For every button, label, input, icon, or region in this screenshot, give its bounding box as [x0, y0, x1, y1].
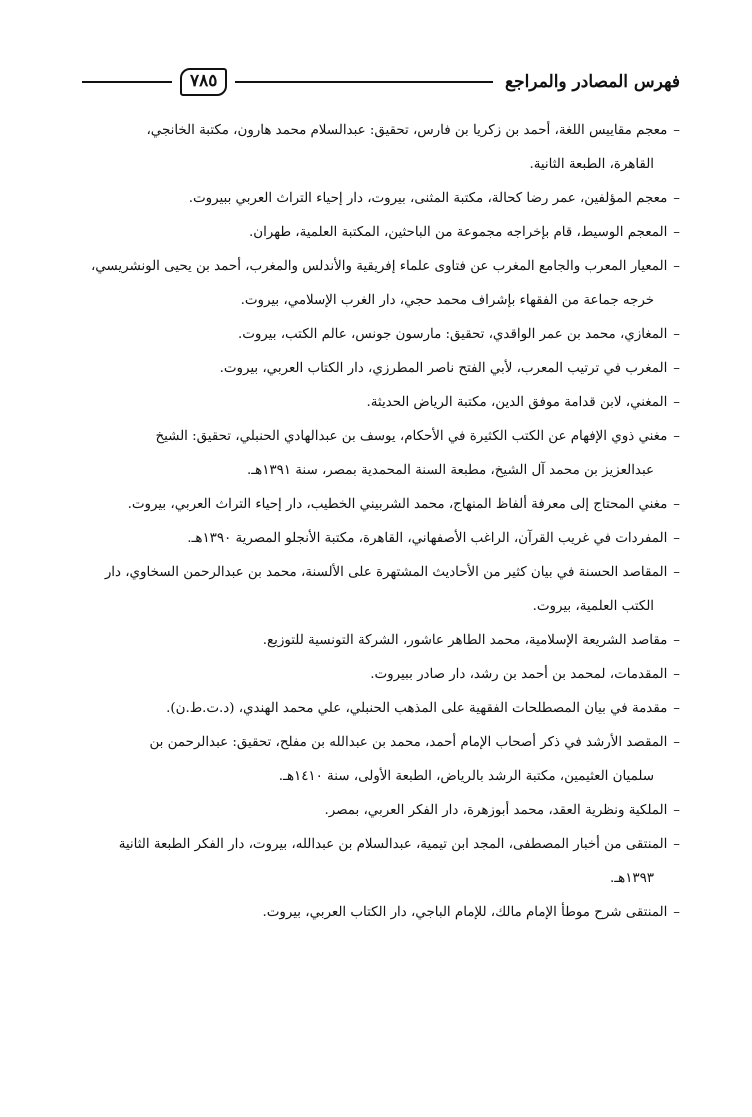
- entry-text: مغني ذوي الإفهام عن الكتب الكثيرة في الأحكام، يوسف بن عبدالهادي الحنبلي، تحقيق: الشيخ: [155, 429, 668, 444]
- entry-text: المقدمات، لمحمد بن أحمد بن رشد، دار صادر ببيروت.: [370, 667, 668, 682]
- entry-dash: –: [673, 395, 680, 410]
- entry-text: المغرب في ترتيب المعرب، لأبي الفتح ناصر المطرزي، دار الكتاب العربي، بيروت.: [219, 361, 668, 376]
- page-header: [80, 60, 680, 104]
- entry-text: المغازي، محمد بن عمر الواقدي، تحقيق: مارسون جونس، عالم الكتب، بيروت.: [237, 327, 668, 342]
- entry-dash: –: [673, 701, 680, 716]
- entry-text: المقصد الأرشد في ذكر أصحاب الإمام أحمد، محمد بن عبدالله بن مفلح، تحقيق: عبدالرحمن بن: [149, 735, 668, 750]
- entry-text: المنتقى شرح موطأ الإمام مالك، للإمام الباجي، دار الكتاب العربي، بيروت.: [262, 905, 668, 920]
- entry-dash: –: [673, 531, 680, 546]
- entry-continuation: الكتب العلمية، بيروت.: [532, 599, 654, 614]
- bibliography-entry: [80, 828, 680, 896]
- entry-continuation: خرجه جماعة من الفقهاء بإشراف محمد حجي، دار الغرب الإسلامي، بيروت.: [240, 293, 654, 308]
- bibliography-entry: [80, 522, 680, 556]
- bibliography-entry: [80, 386, 680, 420]
- bibliography-list: [80, 114, 680, 930]
- entry-dash: –: [673, 735, 680, 750]
- entry-dash: –: [673, 905, 680, 920]
- bibliography-entry: [80, 352, 680, 386]
- entry-dash: –: [673, 667, 680, 682]
- bibliography-entry: [80, 726, 680, 794]
- bibliography-entry: [80, 420, 680, 488]
- entry-dash: –: [673, 327, 680, 342]
- entry-continuation: القاهرة، الطبعة الثانية.: [529, 157, 654, 172]
- bibliography-entry: [80, 794, 680, 828]
- entry-dash: –: [673, 837, 680, 852]
- bibliography-entry: [80, 318, 680, 352]
- entry-text: المفردات في غريب القرآن، الراغب الأصفهاني، القاهرة، مكتبة الأنجلو المصرية ١٣٩٠هـ.: [187, 531, 668, 546]
- bibliography-entry: [80, 692, 680, 726]
- entry-text: معجم مقاييس اللغة، أحمد بن زكريا بن فارس، تحقيق: عبدالسلام محمد هارون، مكتبة الخانجي،: [146, 123, 668, 138]
- header-rule-end: [82, 81, 172, 83]
- entry-continuation: ١٣٩٣هـ.: [609, 871, 654, 886]
- entry-text: المغني، لابن قدامة موفق الدين، مكتبة الرياض الحديثة.: [366, 395, 668, 410]
- entry-text: مقدمة في بيان المصطلحات الفقهية على المذهب الحنبلي، علي محمد الهندي، (د.ت.ط.ن).: [166, 701, 668, 716]
- header-title: فهرس المصادر والمراجع: [505, 72, 680, 92]
- entry-dash: –: [673, 497, 680, 512]
- entry-dash: –: [673, 259, 680, 274]
- entry-continuation: سلميان العثيمين، مكتبة الرشد بالرياض، الطبعة الأولى، سنة ١٤١٠هـ.: [278, 769, 654, 784]
- bibliography-entry: [80, 250, 680, 318]
- entry-text: المعجم الوسيط، قام بإخراجه مجموعة من الباحثين، المكتبة العلمية، طهران.: [248, 225, 668, 240]
- header-rule: [235, 81, 493, 83]
- entry-text: المعيار المعرب والجامع المغرب عن فتاوى علماء إفريقية والأندلس والمغرب، أحمد بن يحيى الونشريسي،: [90, 259, 668, 274]
- entry-dash: –: [673, 633, 680, 648]
- entry-text: الملكية ونظرية العقد، محمد أبوزهرة، دار الفكر العربي، بمصر.: [324, 803, 668, 818]
- entry-dash: –: [673, 123, 680, 138]
- entry-dash: –: [673, 565, 680, 580]
- bibliography-entry: [80, 624, 680, 658]
- bibliography-entry: [80, 114, 680, 182]
- entry-dash: –: [673, 191, 680, 206]
- page-number: ٧٨٥: [180, 68, 227, 96]
- entry-text: مقاصد الشريعة الإسلامية، محمد الطاهر عاشور، الشركة التونسية للتوزيع.: [262, 633, 668, 648]
- entry-text: المقاصد الحسنة في بيان كثير من الأحاديث المشتهرة على الألسنة، محمد بن عبدالرحمن السخاوي، دار: [104, 565, 668, 580]
- bibliography-entry: [80, 896, 680, 930]
- bibliography-entry: [80, 488, 680, 522]
- book-page: [80, 60, 680, 1090]
- bibliography-entry: [80, 182, 680, 216]
- entry-dash: –: [673, 225, 680, 240]
- entry-text: معجم المؤلفين، عمر رضا كحالة، مكتبة المثنى، بيروت، دار إحياء التراث العربي ببيروت.: [188, 191, 668, 206]
- entry-text: مغني المحتاج إلى معرفة ألفاظ المنهاج، محمد الشربيني الخطيب، دار إحياء التراث العربي، بيروت.: [127, 497, 668, 512]
- bibliography-entry: [80, 216, 680, 250]
- bibliography-entry: [80, 658, 680, 692]
- entry-text: المنتقى من أخبار المصطفى، المجد ابن تيمية، عبدالسلام بن عبدالله، بيروت، دار الفكر الطبعة الثانية: [118, 837, 668, 852]
- entry-continuation: عبدالعزيز بن محمد آل الشيخ، مطبعة السنة المحمدية بمصر، سنة ١٣٩١هـ.: [246, 463, 654, 478]
- bibliography-entry: [80, 556, 680, 624]
- entry-dash: –: [673, 429, 680, 444]
- entry-dash: –: [673, 361, 680, 376]
- entry-dash: –: [673, 803, 680, 818]
